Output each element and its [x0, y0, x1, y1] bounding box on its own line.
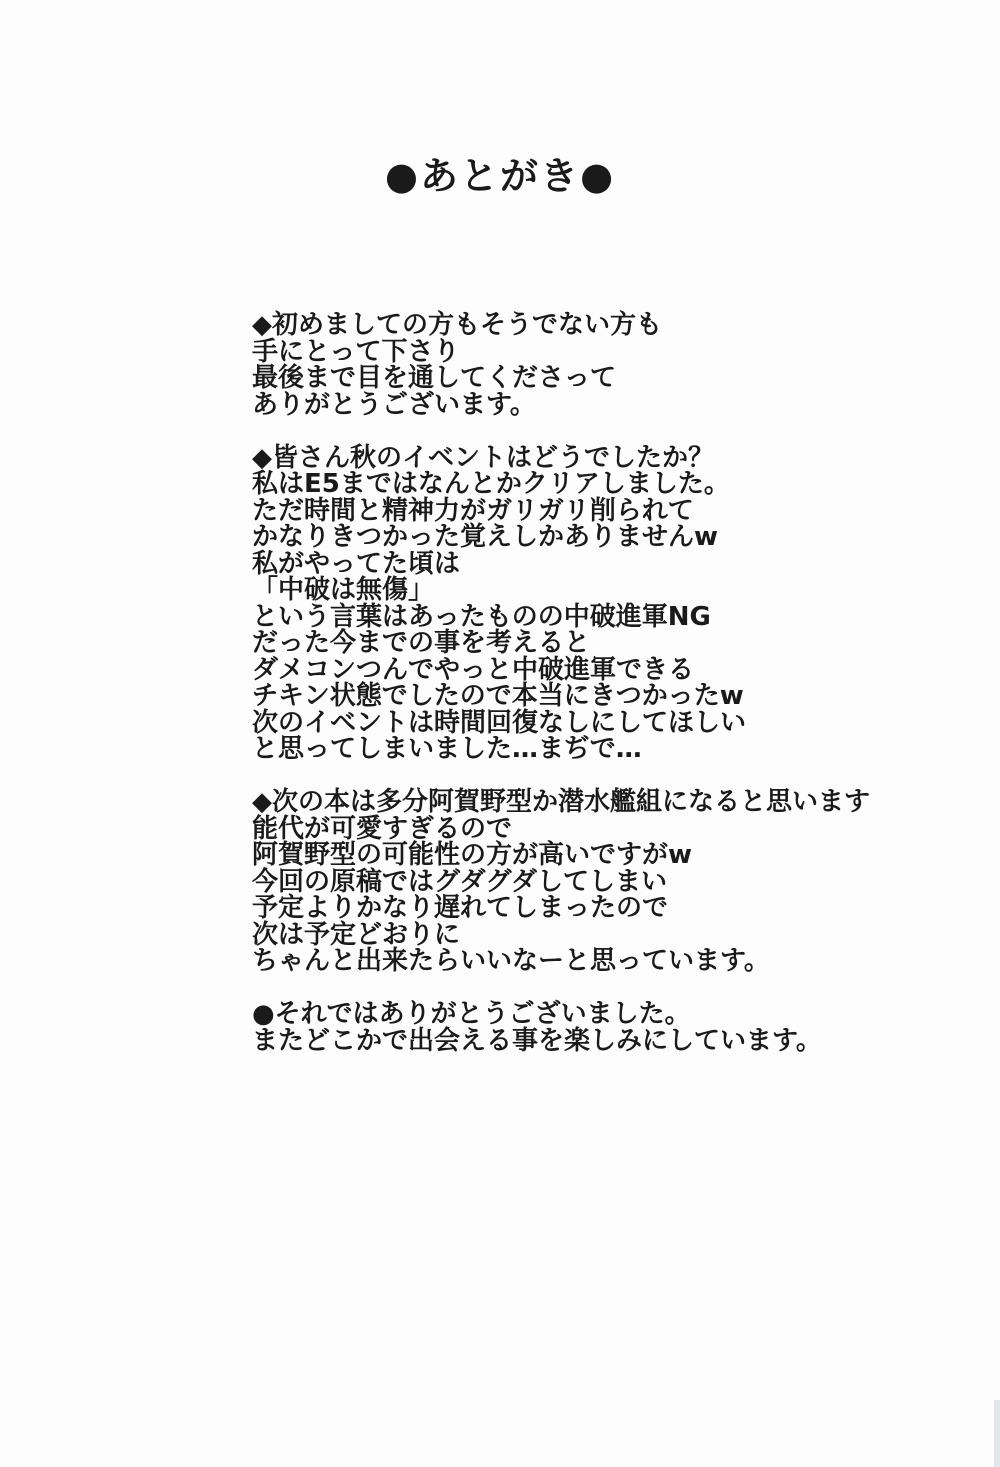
- paragraph-greeting: [252, 312, 952, 418]
- text-line: ただ時間と精神力がガリガリ削られて: [252, 495, 694, 526]
- text-line: ダメコンつんでやっと中破進軍できる: [252, 654, 695, 685]
- text-line: という言葉はあったものの中破進軍NG: [252, 601, 711, 632]
- text-line: 能代が可愛すぎるので: [252, 813, 513, 844]
- text-line: かなりきつかった覚えしかありませんw: [252, 522, 719, 552]
- text-line: 最後まで目を通してくださって: [252, 363, 617, 393]
- text-line: 手にとって下さり: [252, 336, 460, 367]
- text-line: 次は予定どおりに: [252, 919, 461, 950]
- text-line: ◆皆さん秋のイベントはどうでしたか？: [252, 442, 714, 473]
- text-line: ◆次の本は多分阿賀野型か潜水艦組になると思います: [252, 787, 870, 817]
- text-line: 予定よりかなり遅れてしまったので: [252, 893, 669, 923]
- page-edge-tint: [994, 1400, 1000, 1467]
- text-line: ちゃんと出来たらいいなーと思っています。: [252, 946, 770, 976]
- text-line: だった今までの事を考えると: [252, 628, 591, 658]
- text-line: またどこかで出会える事を楽しみにしています。: [252, 1025, 822, 1056]
- text-line: ありがとうございます。: [252, 389, 536, 420]
- paragraph-closing: [252, 1001, 952, 1054]
- paragraph-event: [252, 442, 952, 764]
- paragraph-next-book: [252, 789, 952, 975]
- text-line: ◆初めましての方もそうでない方も: [252, 310, 662, 340]
- afterword-body: [252, 312, 952, 1081]
- text-line: と思ってしまいました…まぢで…: [252, 734, 642, 764]
- page-title: ●あとがき●: [384, 154, 616, 198]
- text-line: 私がやってた頃は: [252, 548, 461, 579]
- text-line: ●それではありがとうございました。: [252, 999, 691, 1029]
- text-line: 阿賀野型の可能性の方が高いですがw: [252, 840, 693, 870]
- text-line: 「中破は無傷」: [252, 575, 435, 605]
- text-line: チキン状態でしたので本当にきつかったw: [252, 681, 744, 711]
- text-line: 私はE5まではなんとかクリアしました。: [252, 469, 730, 499]
- text-line: 今回の原稿ではグダグダしてしまい: [252, 866, 667, 897]
- text-line: 次のイベントは時間回復なしにしてほしい: [252, 707, 747, 738]
